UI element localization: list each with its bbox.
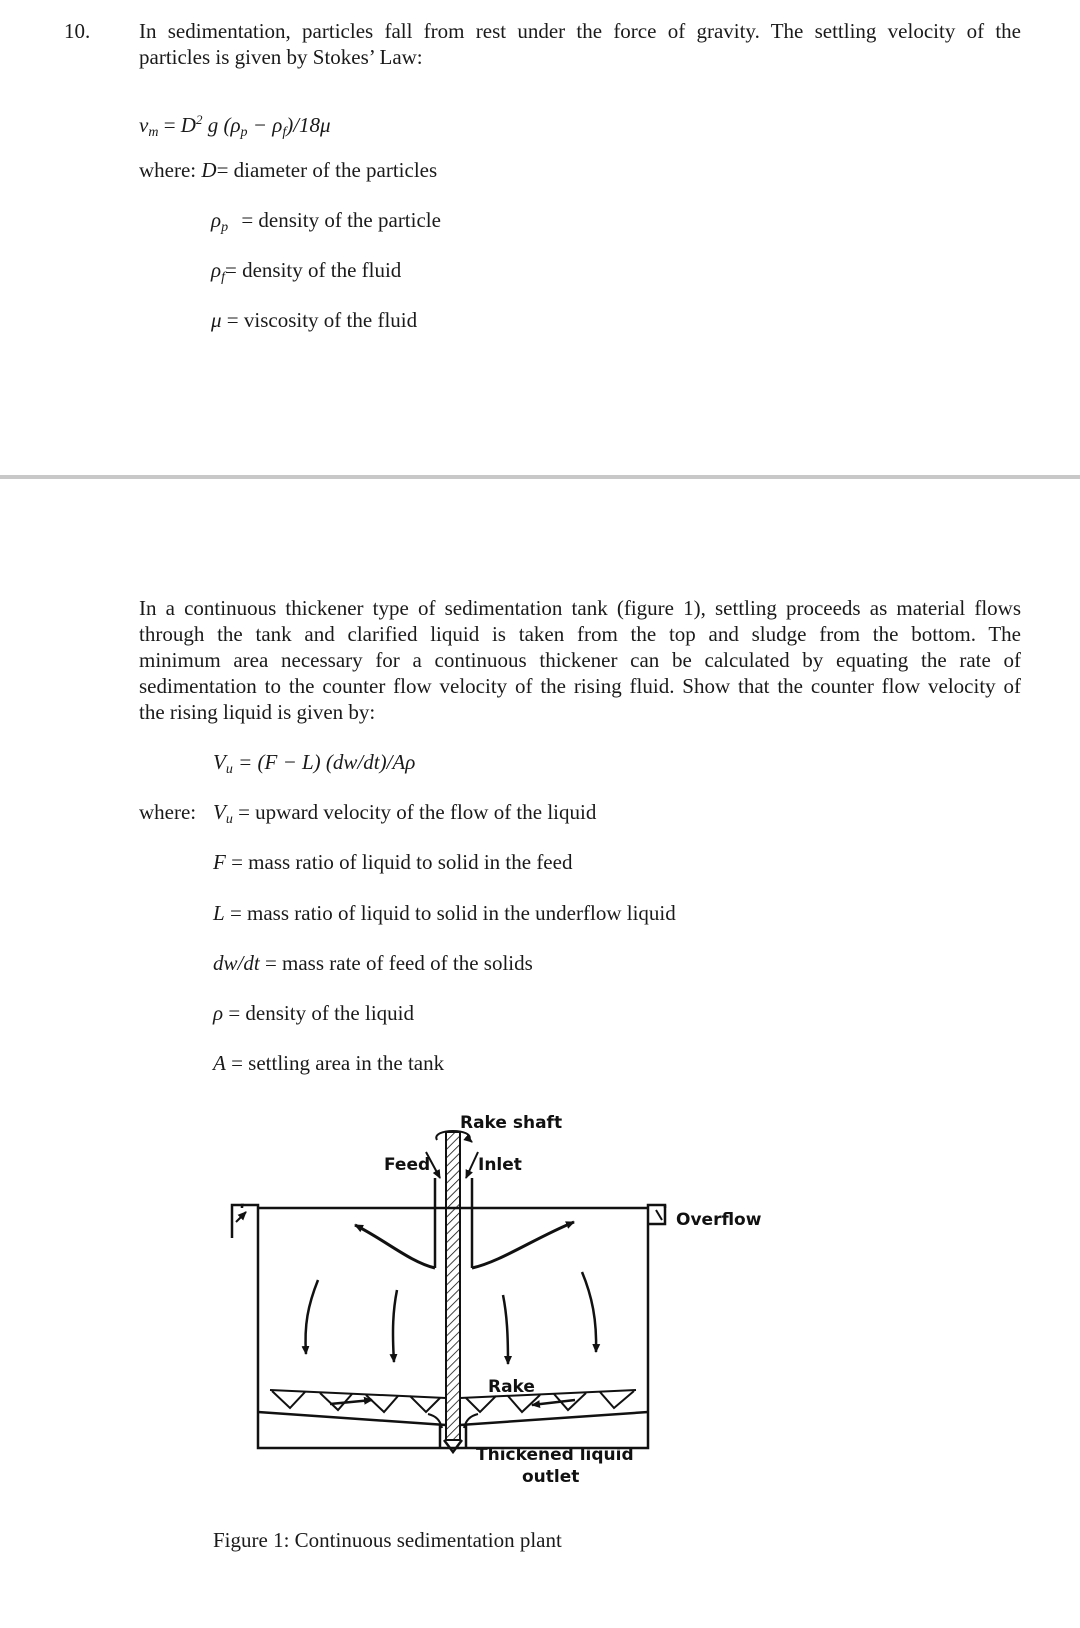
flow-arrow-left-curve: [355, 1225, 435, 1268]
settling-arrow-3: [503, 1295, 508, 1364]
def-text: = settling area in the tank: [225, 1051, 445, 1075]
def-text: = mass rate of feed of the solids: [259, 951, 533, 975]
left-overflow-lip: [232, 1205, 244, 1238]
floor-right: [460, 1412, 648, 1425]
settling-arrow-1: [306, 1280, 319, 1354]
def-symbol: ρ: [211, 208, 222, 232]
intro-line: particles is given by Stokes’ Law:: [139, 45, 423, 69]
definition-l: [213, 900, 676, 926]
def-symbol: D: [201, 158, 217, 182]
rake-arm-right: [460, 1390, 636, 1398]
rake-blade: [366, 1395, 398, 1412]
page-divider: [0, 475, 1080, 479]
def-text: = diameter of the particles: [216, 158, 438, 182]
definition-rho-p: [211, 207, 441, 241]
def-symbol: F: [213, 850, 226, 874]
eq-symbol: )/18μ: [286, 113, 331, 137]
inlet-arrow: [466, 1152, 478, 1178]
definition-mu: [211, 307, 417, 333]
sludge-arrow-right: [532, 1400, 575, 1405]
label-thickened-liquid: Thickened liquid: [476, 1445, 634, 1465]
outlet-arrow: [444, 1440, 462, 1452]
question-number: 10.: [64, 19, 91, 43]
left-overflow-arrow: [236, 1212, 246, 1222]
def-symbol: ρ: [211, 258, 222, 282]
def-text: = mass ratio of liquid to solid in the feed: [225, 850, 573, 874]
where-label: where:: [139, 158, 197, 182]
paragraph-line: In a continuous thickener type of sedimentation tank (figure 1), settling proceeds as material flows: [139, 596, 1021, 620]
definition-f: [213, 849, 572, 875]
def-symbol: A: [213, 1051, 226, 1075]
label-rake: Rake: [488, 1377, 535, 1397]
paragraph-line: minimum area necessary for a continuous thickener can be calculated by equating the rate of: [139, 648, 1021, 672]
definition-d: [139, 157, 437, 183]
stokes-equation: [139, 107, 331, 146]
where-label-2: where:: [139, 800, 197, 824]
rake-blade: [600, 1391, 634, 1408]
def-text: = density of the fluid: [224, 258, 402, 282]
counterflow-equation: [213, 749, 415, 783]
paragraph-line: through the tank and clarified liquid is taken from the top and sludge from the bottom. The: [139, 622, 1021, 646]
intro-line: In sedimentation, particles fall from rest under the force of gravity. The settling velocity of the: [139, 19, 1021, 43]
def-symbol: μ: [211, 308, 222, 332]
def-symbol: V: [213, 800, 226, 824]
eq-subscript: u: [225, 762, 233, 777]
label-inlet: Inlet: [478, 1155, 522, 1175]
def-subscript: p: [221, 220, 229, 235]
def-symbol: ρ: [213, 1001, 224, 1025]
eq-symbol: V: [213, 750, 226, 774]
eq-subscript: f: [282, 125, 287, 140]
def-symbol: L: [213, 901, 225, 925]
label-rake-shaft: Rake shaft: [460, 1113, 563, 1133]
def-text: = density of the particle: [241, 208, 441, 232]
right-overflow-lip: [648, 1205, 665, 1224]
flow-arrow-right-curve: [472, 1222, 574, 1268]
settling-arrow-2: [393, 1290, 397, 1362]
definition-rho-f: [211, 257, 401, 291]
sludge-arrow-left: [330, 1400, 372, 1404]
thickener-paragraph: [139, 595, 1021, 725]
rake-arm-left: [270, 1390, 446, 1398]
eq-subscript: m: [148, 125, 159, 140]
def-text: = density of the liquid: [223, 1001, 415, 1025]
def-symbol: dw/dt: [213, 951, 260, 975]
eq-symbol: g (ρ: [202, 113, 241, 137]
eq-symbol: = (F − L) (dw/dt)/Aρ: [232, 750, 416, 774]
right-overflow-arrow: [656, 1210, 662, 1220]
label-outlet: outlet: [522, 1467, 580, 1487]
eq-symbol: v: [139, 113, 149, 137]
paragraph-line: the rising liquid is given by:: [139, 700, 376, 724]
figure-caption: Figure 1: Continuous sedimentation plant: [213, 1528, 562, 1552]
paragraph-line: sedimentation to the counter flow velocity of the rising fluid. Show that the counter flow velocity of: [139, 674, 1021, 698]
eq-symbol: D: [180, 113, 196, 137]
definition-rho: [213, 1000, 414, 1026]
eq-symbol: − ρ: [247, 113, 283, 137]
def-text: = upward velocity of the flow of the liquid: [232, 800, 597, 824]
def-subscript: u: [225, 812, 233, 827]
def-subscript: f: [221, 270, 225, 285]
label-feed: Feed: [384, 1155, 431, 1175]
rake-blade: [272, 1391, 305, 1408]
label-overflow: Overflow: [676, 1210, 762, 1230]
sedimentation-diagram: [0, 1100, 1080, 1500]
eq-superscript: 2: [195, 112, 203, 127]
def-text: = mass ratio of liquid to solid in the underflow liquid: [224, 901, 676, 925]
def-text: = viscosity of the fluid: [226, 308, 418, 332]
definition-dwdt: [213, 950, 533, 976]
settling-arrow-4: [582, 1272, 596, 1352]
eq-symbol: =: [158, 113, 181, 137]
floor-left: [258, 1412, 446, 1425]
intro-paragraph: [139, 18, 1021, 70]
definition-a: [213, 1050, 444, 1076]
eq-subscript: p: [240, 125, 248, 140]
definition-vu: [213, 799, 596, 833]
rake-shaft: [446, 1132, 460, 1440]
